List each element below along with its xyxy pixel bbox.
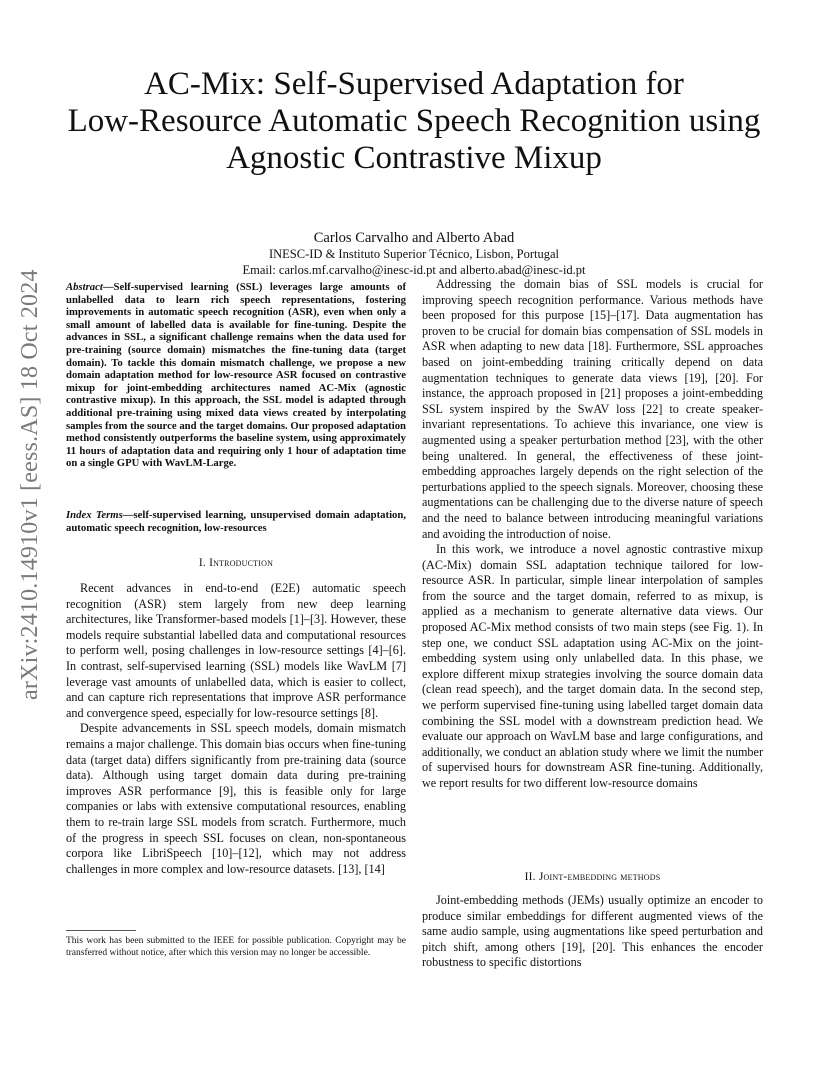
- footnote: This work has been submitted to the IEEE for possible publication. Copyright may be transferred without notice, after which this version may no longer be accessible.: [66, 936, 406, 958]
- abstract-text: —Self-supervised learning (SSL) leverages large amounts of unlabelled data to learn rich speech representations, fostering improvements in automatic speech recognition (ASR), even when only a small amount of labelled data is available for fine-tuning. Despite the advances in SSL, a significant challenge remains when the data used for pre-training (source domain) mismatches the fine-tuning data (target domain). To tackle this domain mismatch challenge, we propose a new domain adaptation method for low-resource ASR focused on contrastive mixup for joint-embedding architectures named AC-Mix (agnostic contrastive mixup). In this approach, the SSL model is adapted through additional pre-training using mixed data views created by interpolating samples from the source and the target domains. Our proposed adaptation method consistently outperforms the baseline system, using approximately 11 hours of adaptation data and requiring only 1 hour of adaptation time on a single GPU with WavLM-Large.: [66, 281, 406, 470]
- intro-paragraph-1: Recent advances in end-to-end (E2E) automatic speech recognition (ASR) stem largely from new deep learning architectures, like Transformer-based models [1]–[3]. However, these models require substantial labelled data and computational resources to perform well, posing challenges in low-resource settings [4]–[6]. In contrast, self-supervised learning (SSL) models like WavLM [7] leverage vast amounts of unlabelled data, which is easier to collect, and can capture rich representations that improve ASR performance and convergence speed, especially for low-resource settings [8].: [66, 581, 406, 720]
- index-terms: [66, 509, 406, 534]
- right-column-body: [422, 277, 763, 792]
- title-line-1: AC-Mix: Self-Supervised Adaptation for: [144, 66, 684, 102]
- footnote-rule: [66, 930, 136, 931]
- right-paragraph-2: In this work, we introduce a novel agnostic contrastive mixup (AC-Mix) domain SSL adaptation technique tailored for low-resource ASR. In particular, simple linear interpolation of samples from the source and the target domain, referred to as mixup, is applied as a mechanism to generate alternative data views. Our proposed AC-Mix method consists of two main steps (see Fig. 1). In step one, we conduct SSL adaptation using AC-Mix on the joint-embedding system using only unlabelled data. In this phase, we explore different mixup strategies involving the source domain data (clean read speech), and the target domain data. In the second step, we perform supervised fine-tuning using labelled target domain data combining the SSL model with a downstream prediction head. We evaluate our approach on WavLM base and large configurations, and additionally, we conduct an ablation study where we limit the number of supervised hours for downstream ASR fine-tuning. Additionally, we report results for two different low-resource domains: [422, 542, 763, 790]
- right-paragraph-1: Addressing the domain bias of SSL models is crucial for improving speech recognition performance. Various methods have been proposed for this purpose [15]–[17]. Data augmentation has proven to be crucial for domain bias compensation of SSL models in ASR when adapting to new data [18]. Furthermore, SSL approaches based on joint-embedding training critically depend on data augmentation techniques to generate data views [19], [20]. For instance, the approach proposed in [21] proposes a joint-embedding SSL system inspired by the SwAV loss [22] to create speaker-invariant representations. To achieve this invariance, one view is augmented using a speaker perturbation method [23], with the other being unaltered. In general, the effectiveness of these joint-embedding approaches largely depends on the right selection of the perturbations applied to the speech signals. Moreover, choosing these augmentations can be challenging due to the diverse nature of speech and the need to balance between introducing meaningful variations and avoiding the introduction of noise.: [422, 277, 763, 541]
- index-terms-text: —self-supervised learning, unsupervised domain adaptation, automatic speech recognition, low-resources: [66, 509, 406, 534]
- right-paragraph-3: Joint-embedding methods (JEMs) usually optimize an encoder to produce similar embeddings for different augmented views of the same audio sample, using augmentations like speed perturbation and pitch shift, among others [19], [20]. This enhances the encoder robustness to specific distortions: [422, 893, 763, 970]
- arxiv-stamp: arXiv:2410.14910v1 [eess.AS] 18 Oct 2024: [17, 269, 43, 700]
- section-1-number: I.: [198, 557, 210, 569]
- intro-paragraph-2: Despite advancements in SSL speech models, domain mismatch remains a major challenge. This domain bias occurs when fine-tuning data (target data) differs significantly from pre-training data (source data). Although using target domain data during pre-training improves ASR performance [9], this is feasible only for large companies or labs with extensive computational resources, enabling them to re-train large SSL models from scratch. Furthermore, much of the progress in speech SSL focuses on clean, non-spontaneous corpora like LibriSpeech [10]–[12], which may not address challenges in more complex and low-resource datasets. [13], [14]: [66, 721, 406, 876]
- title-line-2: Low-Resource Automatic Speech Recognition using: [67, 103, 761, 139]
- paper-title: [40, 66, 788, 177]
- abstract-label: Abstract: [66, 281, 103, 293]
- section-1-title: Introduction: [209, 557, 274, 569]
- email: Email: carlos.mf.carvalho@inesc-id.pt and alberto.abad@inesc-id.pt: [242, 263, 586, 277]
- index-terms-label: Index Terms: [66, 509, 123, 521]
- authors: Carlos Carvalho and Alberto Abad: [313, 230, 515, 246]
- title-line-3: Agnostic Contrastive Mixup: [226, 140, 602, 176]
- section-2-title: Joint-embedding methods: [538, 871, 661, 883]
- section-2-number: II.: [524, 871, 539, 883]
- left-column-body: [66, 581, 406, 877]
- abstract: [66, 281, 406, 470]
- affiliation: INESC-ID & Instituto Superior Técnico, Lisbon, Portugal: [268, 247, 559, 261]
- section-heading-introduction: [66, 557, 406, 569]
- right-column-body-2: [422, 893, 763, 971]
- section-heading-joint-embedding: [422, 871, 763, 883]
